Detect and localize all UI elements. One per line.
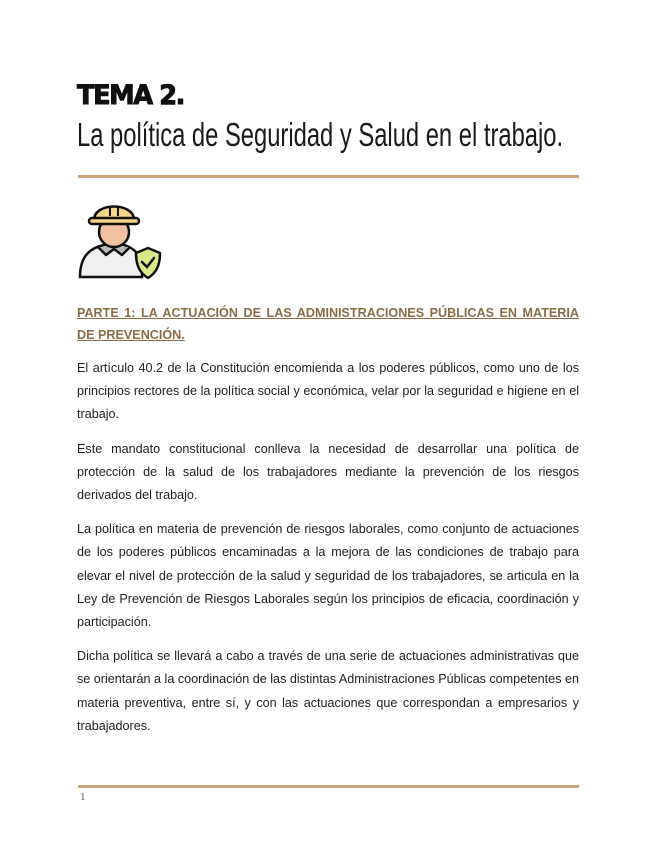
paragraph: La política en materia de prevención de riesgos laborales, como conjunto de actuaciones de los poderes públicos encaminadas a la mejora de las condiciones de trabajo para elevar el nivel de protección de la salud y seguridad de los trabajadores, se articula en la Ley de Prevención de Riesgos Laborales según los principios de eficacia, coordinación y participación. bbox=[77, 522, 579, 630]
worker-with-safety-shield-icon bbox=[76, 198, 162, 282]
paragraph: El artículo 40.2 de la Constitución encomienda a los poderes públicos, como uno de los principios rectores de la política social y económica, velar por la seguridad e higiene en el trabajo. bbox=[77, 361, 579, 422]
section-heading: PARTE 1: LA ACTUACIÓN DE LAS ADMINISTRACIONES PÚBLICAS EN MATERIA DE PREVENCIÓN. bbox=[77, 306, 579, 342]
page-number: 1 bbox=[80, 791, 86, 803]
paragraph: Este mandato constitucional conlleva la necesidad de desarrollar una política de protección de la salud de los trabajadores mediante la prevención de los riesgos derivados del trabajo. bbox=[77, 441, 579, 503]
body-text bbox=[77, 357, 579, 749]
page-title: La política de Seguridad y Salud en el trabajo. bbox=[77, 116, 564, 153]
tema-label: TEMA 2. bbox=[77, 80, 184, 111]
footer-divider bbox=[78, 785, 579, 788]
header-divider bbox=[78, 175, 579, 178]
paragraph: Dicha política se llevará a cabo a través de una serie de actuaciones administrativas que se orientarán a la coordinación de las distintas Administraciones Públicas competentes en materia preventiva, entre sí, y con las actuaciones que correspondan a empresarios y trabajadores. bbox=[77, 649, 579, 733]
